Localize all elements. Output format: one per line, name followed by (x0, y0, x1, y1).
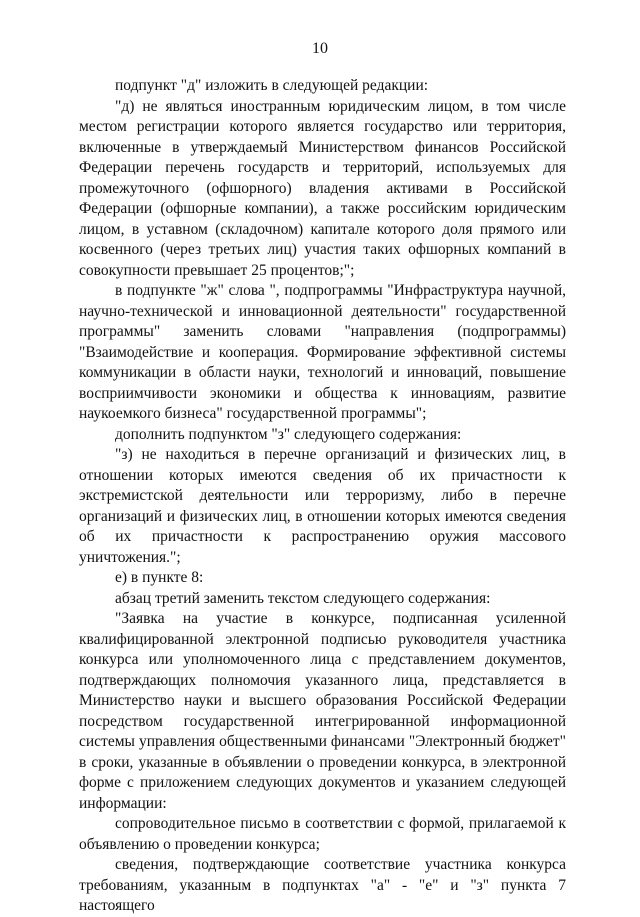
paragraph: дополнить подпунктом "з" следующего содержания: (115, 425, 462, 443)
paragraph: сопроводительное письмо в соответствии с формой, прилагаемой к объявлению о проведении конкурса; (79, 815, 566, 853)
paragraph: "Заявка на участие в конкурсе, подписанная усиленной квалифицированной электронной подписью руководителя участника конкурса или уполномоченного лица с представлением документов, подтверждающих полномочия указанного лица, представляется в Министерство науки и высшего образования Российской Федерации посредством государственной интегрированной информационной системы управления общественными финансами "Электронный бюджет" в сроки, указанные в объявлении о проведении конкурса, в электронной форме с приложением следующих документов и указанием следующей информации: (79, 610, 566, 812)
paragraph: "д) не являться иностранным юридическим лицом, в том числе местом регистрации которого является государство или территория, включенные в утверждаемый Министерством финансов Российской Федерации перечень государств и территорий, используемых для промежуточного (офшорного) владения активами в Российской Федерации (офшорные компании), а также российским юридическим лицом, в уставном (складочном) капитале которого доля прямого или косвенного (через третьих лиц) участия таких офшорных компаний в совокупности превышает 25 процентов;"; (79, 97, 566, 279)
paragraph: подпункт "д" изложить в следующей редакции: (115, 77, 429, 94)
document-body (79, 76, 566, 917)
paragraph: в подпункте "ж" слова ", подпрограммы "Инфраструктура научной, научно-технической и инновационной деятельности" государственной программы" заменить словами "направления (подпрограммы) "Взаимодействие и кооперация. Формирование эффективной системы коммуникации в области науки, технологий и инноваций, повышение восприимчивости экономики и общества к инновациям, развитие наукоемкого бизнеса" государственной программы"; (79, 282, 566, 422)
paragraph: е) в пункте 8: (115, 569, 204, 586)
paragraph: сведения, подтверждающие соответствие участника конкурса требованиям, указанным в подпунктах "а" - "е" и "з" пункта 7 настоящего (79, 856, 566, 914)
page-number: 10 (312, 40, 328, 57)
paragraph: абзац третий заменить текстом следующего содержания: (115, 589, 491, 607)
paragraph: "з) не находиться в перечне организаций и физических лиц, в отношении которых имеются сведения об их причастности к экстремистской деятельности или терроризму, либо в перечне организаций и физических лиц, в отношении которых имеются сведения об их причастности к распространению оружия массового уничтожения."; (79, 446, 566, 566)
